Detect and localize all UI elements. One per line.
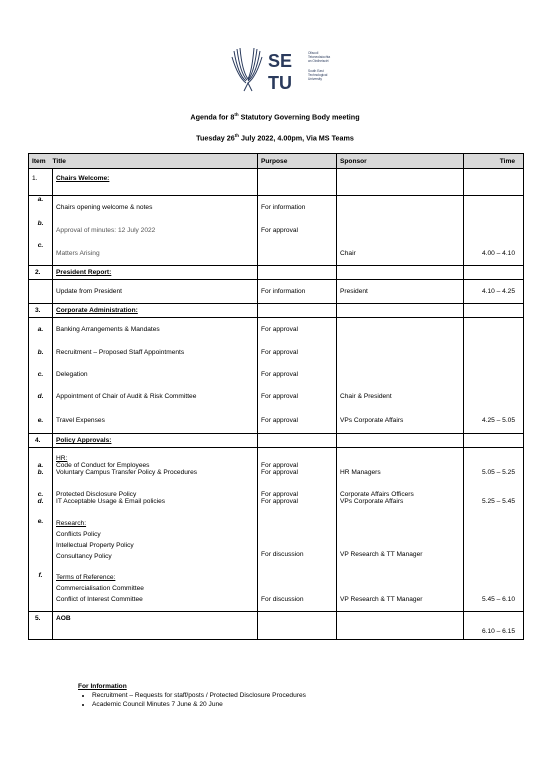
table-row [29, 485, 524, 498]
table-row [29, 280, 524, 304]
item-number: 3. [29, 304, 53, 318]
table-row [29, 469, 524, 485]
logo-line: Technological [308, 73, 328, 77]
meeting-date: Tuesday 26th July 2022, 4.00pm, Via MS Teams [196, 133, 354, 143]
item-purpose: For approval [258, 386, 337, 408]
item-letter: c. [29, 485, 53, 498]
item-number: 1. [29, 169, 53, 196]
item-sponsor: VPs Corporate Affairs [337, 498, 464, 514]
item-sponsor: VP Research & TT Manager [337, 562, 464, 612]
item-purpose: For approval [258, 220, 337, 242]
policy-item: Conflicts Policy [56, 531, 101, 538]
logo-line: South East [308, 69, 324, 73]
item-title: Recruitment – Proposed Staff Appointments [53, 342, 258, 364]
item-title: Delegation [53, 364, 258, 386]
item-purpose: For information [258, 196, 337, 220]
item-time: 5.05 – 5.25 [464, 469, 524, 485]
item-number: 2. [29, 266, 53, 280]
subheading-terms: Terms of Reference: [56, 574, 116, 581]
item-title: Protected Disclosure Policy [53, 485, 258, 498]
item-time: 5.25 – 5.45 [464, 498, 524, 514]
item-time: 4.10 – 4.25 [464, 280, 524, 304]
logo-line: an Oirdheiscirt [308, 59, 329, 63]
list-item: • Recruitment – Requests for staff/posts / Protected Disclosure Procedures [92, 692, 306, 699]
setu-logo [230, 47, 345, 99]
for-information-list [92, 692, 306, 708]
item-number: 4. [29, 434, 53, 448]
logo-line: University [308, 77, 322, 81]
table-row [29, 448, 524, 463]
item-sponsor: Chair [337, 242, 464, 266]
item-time: 4.00 – 4.10 [464, 242, 524, 266]
item-title: Approval of minutes: 12 July 2022 [53, 220, 258, 242]
agenda-table [28, 153, 524, 640]
item-sponsor: VPs Corporate Affairs [337, 408, 464, 434]
item-purpose: For approval [258, 498, 337, 514]
table-row [29, 342, 524, 364]
col-time: Time [464, 154, 524, 169]
table-row [29, 304, 524, 318]
col-title: Title [53, 154, 258, 169]
item-letter: c. [29, 242, 53, 266]
for-information-heading: For Information [78, 683, 127, 690]
item-title: Chairs opening welcome & notes [53, 196, 258, 220]
item-purpose: For approval [258, 364, 337, 386]
item-title: IT Acceptable Usage & Email policies [53, 498, 258, 514]
item-purpose: For discussion [258, 562, 337, 612]
table-row [29, 612, 524, 640]
section-heading: Chairs Welcome: [53, 169, 258, 196]
item-title: Update from President [53, 280, 258, 304]
subheading-hr: HR: [53, 448, 258, 463]
policy-item: Consultancy Policy [56, 553, 112, 560]
committee-item: Commercialisation Committee [56, 585, 144, 592]
table-row [29, 434, 524, 448]
policy-item: Intellectual Property Policy [56, 542, 134, 549]
section-heading: AOB [53, 612, 258, 640]
item-letter: b. [29, 469, 53, 485]
logo-line: Teicneolaíochta [308, 55, 331, 59]
item-title: Voluntary Campus Transfer Policy & Procedures [53, 469, 258, 485]
item-letter: e. [29, 514, 53, 562]
table-row [29, 266, 524, 280]
svg-text:SE: SE [268, 51, 293, 71]
table-row [29, 196, 524, 220]
logo-line: Ollscoil [308, 51, 319, 55]
table-header-row [29, 154, 524, 169]
for-information [78, 683, 306, 710]
table-row [29, 318, 524, 342]
item-title: Banking Arrangements & Mandates [53, 318, 258, 342]
item-letter: d. [29, 386, 53, 408]
logo-text [308, 51, 330, 81]
research-block [53, 514, 258, 562]
item-purpose: For approval [258, 469, 337, 485]
table-row [29, 462, 524, 469]
item-title: Code of Conduct for Employees [53, 462, 258, 469]
table-row [29, 169, 524, 196]
item-purpose: For approval [258, 318, 337, 342]
col-purpose: Purpose [258, 154, 337, 169]
item-number: 5. [29, 612, 53, 640]
item-title: Appointment of Chair of Audit & Risk Committee [53, 386, 258, 408]
item-title: Matters Arising [53, 242, 258, 266]
item-time: 5.45 – 6.10 [464, 562, 524, 612]
col-item: Item [29, 154, 53, 169]
section-heading: Corporate Administration: [53, 304, 258, 318]
item-letter: c. [29, 364, 53, 386]
svg-text:TU: TU [268, 73, 292, 93]
item-letter: f. [29, 562, 53, 612]
table-row [29, 386, 524, 408]
item-letter: d. [29, 498, 53, 514]
item-sponsor: Chair & President [337, 386, 464, 408]
table-row [29, 364, 524, 386]
table-row [29, 242, 524, 266]
item-sponsor: VP Research & TT Manager [337, 514, 464, 562]
table-row [29, 514, 524, 562]
list-item: • Academic Council Minutes 7 June & 20 June [92, 701, 306, 708]
item-letter: a. [29, 318, 53, 342]
item-title: Travel Expenses [53, 408, 258, 434]
table-row [29, 562, 524, 612]
section-heading: President Report: [53, 266, 258, 280]
item-purpose: For approval [258, 485, 337, 498]
item-time: 4.25 – 5.05 [464, 408, 524, 434]
item-letter: b. [29, 342, 53, 364]
agenda-title: Agenda for 8th Statutory Governing Body meeting [190, 112, 360, 122]
section-heading: Policy Approvals: [53, 434, 258, 448]
item-purpose: For approval [258, 408, 337, 434]
terms-block [53, 562, 258, 612]
item-letter: a. [29, 196, 53, 220]
item-sponsor: HR Managers [337, 469, 464, 485]
item-purpose: For information [258, 280, 337, 304]
item-letter: e. [29, 408, 53, 434]
item-purpose: For approval [258, 462, 337, 469]
table-row [29, 220, 524, 242]
item-letter: b. [29, 220, 53, 242]
item-purpose: For discussion [258, 514, 337, 562]
committee-item: Conflict of Interest Committee [56, 596, 143, 603]
item-letter: a. [29, 462, 53, 469]
table-row [29, 408, 524, 434]
item-purpose: For approval [258, 342, 337, 364]
item-time: 6.10 – 6.15 [464, 612, 524, 640]
item-sponsor: President [337, 280, 464, 304]
item-sponsor: Corporate Affairs Officers [337, 485, 464, 498]
col-sponsor: Sponsor [337, 154, 464, 169]
table-row [29, 498, 524, 514]
subheading-research: Research: [56, 520, 87, 527]
